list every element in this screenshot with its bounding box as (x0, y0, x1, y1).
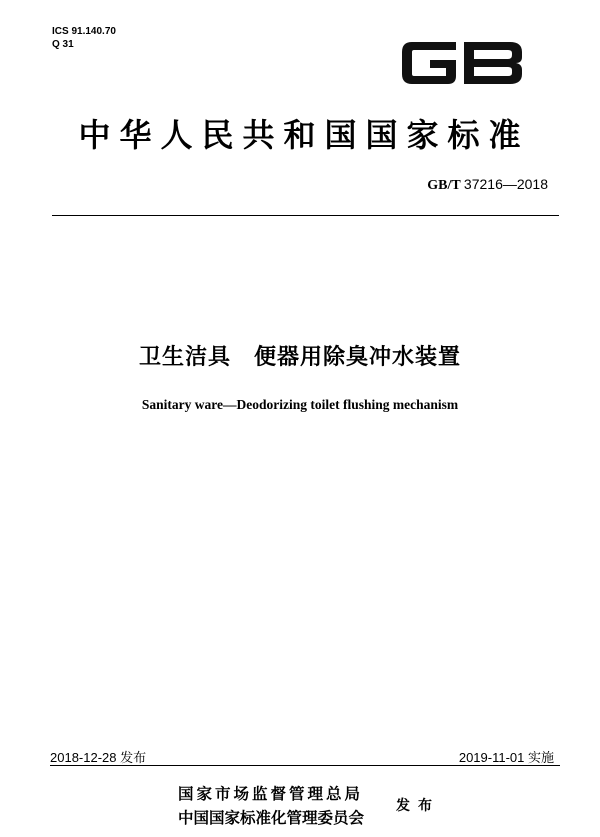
document-title-english: Sanitary ware—Deodorizing toilet flushing mechanism (141, 397, 459, 412)
gb-logo (398, 32, 528, 94)
standard-prefix: GB/T (427, 178, 461, 193)
logo-g-glyph (402, 42, 456, 84)
implementation-date: 2019-11-01 实施 (458, 750, 554, 765)
header-divider (52, 215, 559, 216)
national-standard-title: 中华人民共和国国家标准 (78, 116, 530, 154)
issue-date: 2018-12-28 发布 (50, 750, 147, 765)
ics-code: ICS 91.140.70 (52, 26, 116, 37)
ccs-code: Q 31 (52, 39, 74, 50)
standard-code: 37216—2018 (463, 176, 548, 192)
footer-divider (50, 765, 560, 766)
document-title-chinese: 卫生洁具 便器用除臭冲水装置 (138, 345, 461, 370)
classification-codes (52, 25, 116, 51)
publisher-sac: 中国国家标准化管理委员会 (178, 809, 365, 827)
publisher-samr: 国家市场监督管理总局 (178, 785, 364, 803)
logo-b-glyph (464, 42, 522, 84)
standard-number (427, 176, 548, 194)
publish-label: 发布 (396, 798, 440, 814)
